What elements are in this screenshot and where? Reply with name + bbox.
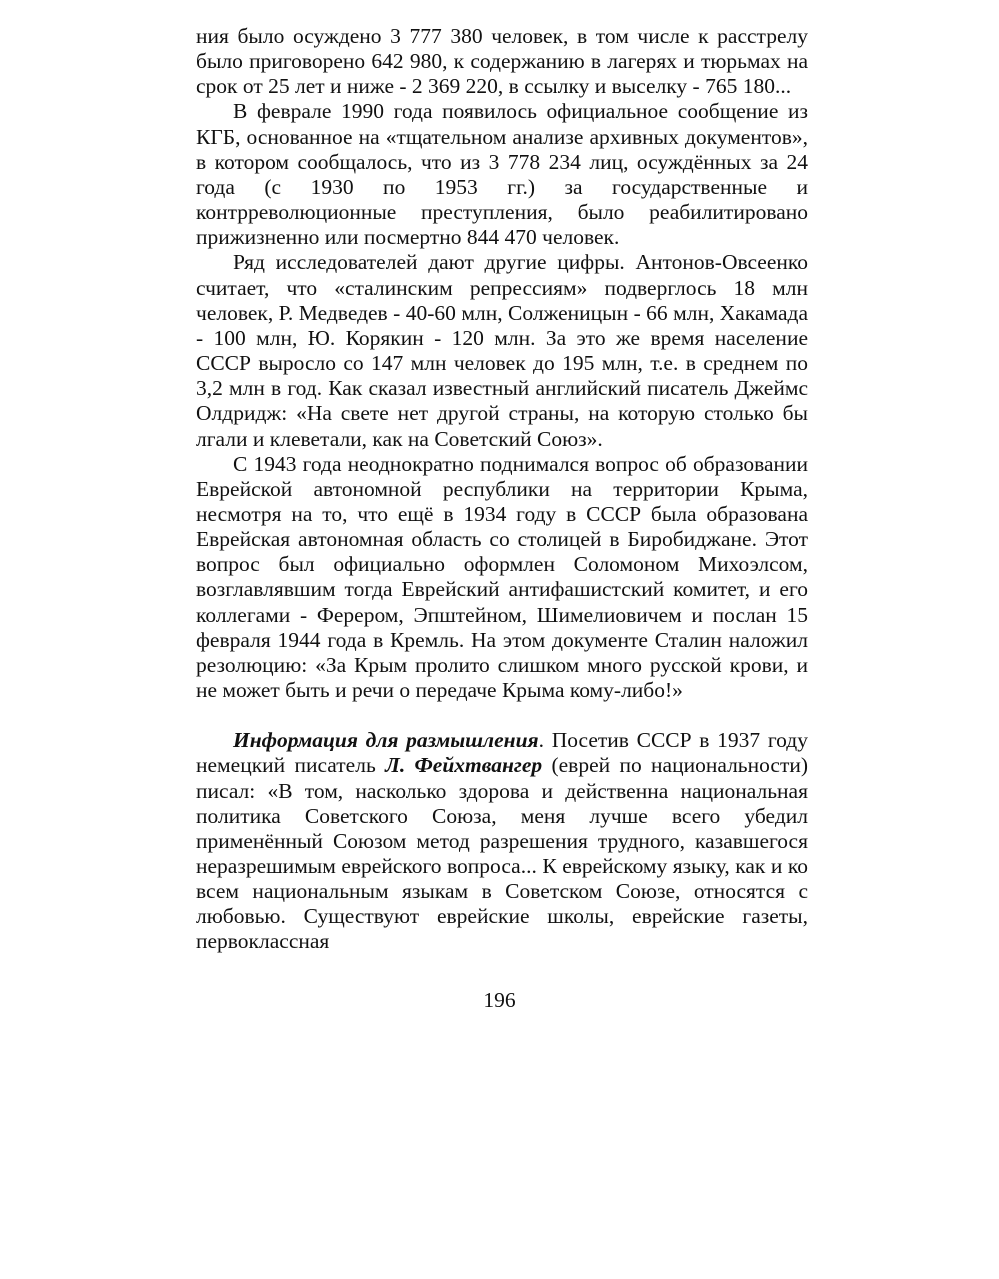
paragraph-researchers-figures: Ряд исследователей дают другие цифры. Антонов-Овсеенко считает, что «сталинским репрессиям» подверглось 18 млн человек, Р. Медведев - 40-60 млн, Солженицын - 66 млн, Хакамада - 100 млн, Ю. Корякин - 120 млн. За это же время население СССР выросло со 147 млн человек до 195 млн, т.е. в среднем по 3,2 млн в год. Как сказал известный английский писатель Джеймс Олдридж: «На свете нет другой страны, на которую столько бы лгали и клеветали, как на Советский Союз». [196, 250, 808, 451]
info-text-part-2: (еврей по национальности) писал: «В том, насколько здорова и действенна национальная политика Советского Союза, меня лучше всего убедил применённый Союзом метод разрешения трудного, казавшегося неразрешимым еврейского вопроса... К еврейскому языку, как и ко всем национальным языкам в Советском Союзе, относятся с любовью. Существуют еврейские школы, еврейские газеты, первоклассная [196, 753, 809, 954]
paragraph-continuation: ния было осуждено 3 777 380 человек, в том числе к расстрелу было приговорено 642 980, к содержанию в лагерях и тюрьмах на срок от 25 лет и ниже - 2 369 220, в ссылку и выселку - 765 180... [196, 24, 808, 99]
paragraph-spacer [196, 703, 808, 728]
paragraph-kgb-report: В феврале 1990 года появилось официальное сообщение из КГБ, основанное на «тщательном анализе архивных документов», в котором сообщалось, что из 3 778 234 лиц, осуждённых за 24 года (с 1930 по 1953 гг.) за государственные и контрреволюционные преступления, было реабилитировано прижизненно или посмертно 844 470 человек. [196, 99, 808, 250]
info-text-part-1: . Посетив СССР в 1937 году немецкий писатель [196, 728, 808, 778]
page-number: 196 [483, 988, 516, 1012]
page-body [196, 24, 808, 955]
paragraph-crimea-question: С 1943 года неоднократно поднимался вопрос об образовании Еврейской автономной республики на территории Крыма, несмотря на то, что ещё в 1934 году в СССР была образована Еврейская автономная область со столицей в Биробиджане. Этот вопрос был официально оформлен Соломоном Михоэлсом, возглавлявшим тогда Еврейский антифашистский комитет, и его коллегами - Ферером, Эпштейном, Шимелиовичем и послан 15 февраля 1944 года в Кремль. На этом документе Сталин наложил резолюцию: «За Крым пролито слишком много русской крови, и не может быть и речи о передаче Крыма кому-либо!» [196, 451, 808, 703]
info-heading: Информация для размышления [233, 728, 539, 753]
info-author-name: Л. Фейхтвангер [385, 753, 543, 778]
paragraph-info-for-reflection [196, 728, 808, 954]
